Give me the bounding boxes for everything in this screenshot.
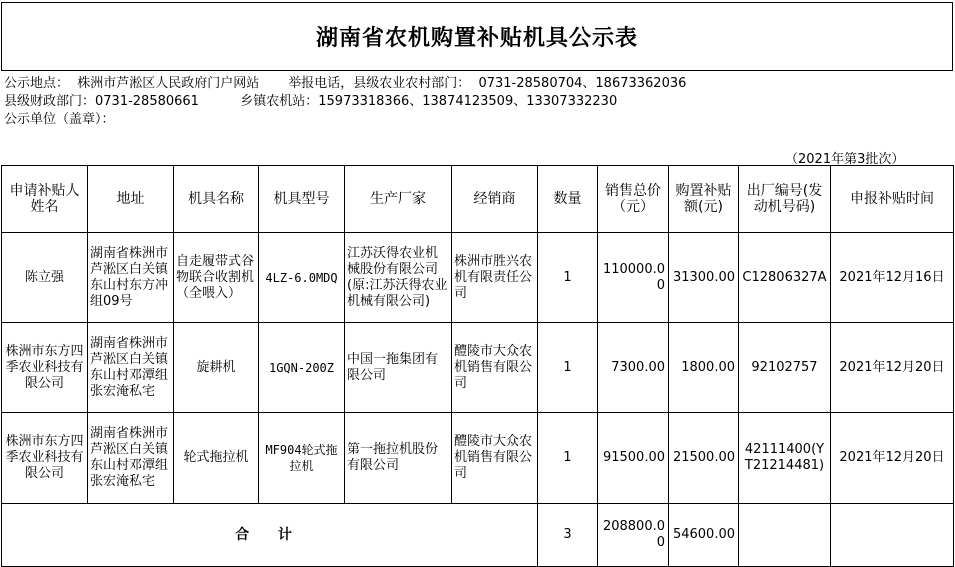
cell-dealer: 醴陵市大众农机销售有限公司 — [452, 413, 538, 504]
cell-address: 湖南省株洲市芦淞区白关镇东山村邓潭组张宏淹私宅 — [88, 413, 174, 504]
cell-date: 2021年12月20日 — [831, 413, 954, 504]
total-date-empty — [831, 504, 954, 567]
col-qty: 数量 — [538, 166, 598, 233]
cell-date: 2021年12月16日 — [831, 233, 954, 323]
total-row — [2, 504, 954, 567]
col-subsidy: 购置补贴额(元) — [669, 166, 739, 233]
page-title: 湖南省农机购置补贴机具公示表 — [315, 26, 638, 51]
col-date: 申报补贴时间 — [831, 166, 954, 233]
cell-serial: 42111400(YT21214481) — [739, 413, 831, 504]
cell-model: 4LZ-6.0MDQ — [259, 233, 345, 323]
batch-label: （2021年第3批次） — [785, 152, 905, 167]
cell-applicant: 陈立强 — [2, 233, 88, 323]
cell-qty: 1 — [538, 233, 598, 323]
cell-applicant: 株洲市东方四季农业科技有限公司 — [2, 413, 88, 504]
cell-price: 110000.00 — [598, 233, 669, 323]
title-box — [1, 2, 953, 71]
cell-subsidy: 31300.00 — [669, 233, 739, 323]
table-row — [2, 323, 954, 413]
col-model: 机具型号 — [259, 166, 345, 233]
cell-model: MF904轮式拖拉机 — [259, 413, 345, 504]
cell-price: 91500.00 — [598, 413, 669, 504]
col-serial: 出厂编号(发动机号码) — [739, 166, 831, 233]
cell-maker: 中国一拖集团有限公司 — [345, 323, 452, 413]
cell-serial: 92102757 — [739, 323, 831, 413]
info-line-publisher: 公示单位（盖章）： — [4, 112, 115, 127]
cell-subsidy: 21500.00 — [669, 413, 739, 504]
cell-date: 2021年12月20日 — [831, 323, 954, 413]
cell-machine: 轮式拖拉机 — [174, 413, 259, 504]
table-row — [2, 233, 954, 323]
col-machine: 机具名称 — [174, 166, 259, 233]
cell-maker: 第一拖拉机股份有限公司 — [345, 413, 452, 504]
cell-dealer: 醴陵市大众农机销售有限公司 — [452, 323, 538, 413]
info-line-finance-station: 县级财政部门：0731-28580661 乡镇农机站：15973318366、13874123509、13307332230 — [4, 94, 618, 109]
cell-qty: 1 — [538, 323, 598, 413]
col-address: 地址 — [88, 166, 174, 233]
subsidy-table — [1, 165, 954, 567]
cell-applicant: 株洲市东方四季农业科技有限公司 — [2, 323, 88, 413]
table-header-row — [2, 166, 954, 233]
cell-qty: 1 — [538, 413, 598, 504]
col-price: 销售总价（元） — [598, 166, 669, 233]
col-applicant: 申请补贴人姓名 — [2, 166, 88, 233]
info-line-location-phone: 公示地点： 株洲市芦淞区人民政府门户网站 举报电话，县级农业农村部门： 0731-28580704、18673362036 — [4, 76, 687, 91]
cell-maker: 江苏沃得农业机械股份有限公司(原:江苏沃得农业机械有限公司) — [345, 233, 452, 323]
cell-serial: C12806327A — [739, 233, 831, 323]
col-maker: 生产厂家 — [345, 166, 452, 233]
cell-dealer: 株洲市胜兴农机有限责任公司 — [452, 233, 538, 323]
cell-machine: 旋耕机 — [174, 323, 259, 413]
cell-price: 7300.00 — [598, 323, 669, 413]
cell-model: 1GQN-200Z — [259, 323, 345, 413]
total-serial-empty — [739, 504, 831, 567]
total-qty: 3 — [538, 504, 598, 567]
col-dealer: 经销商 — [452, 166, 538, 233]
total-subsidy: 54600.00 — [669, 504, 739, 567]
cell-address: 湖南省株洲市芦淞区白关镇东山村邓潭组张宏淹私宅 — [88, 323, 174, 413]
total-label: 合 计 — [2, 504, 538, 567]
cell-machine: 自走履带式谷物联合收割机（全喂入） — [174, 233, 259, 323]
table-row — [2, 413, 954, 504]
cell-address: 湖南省株洲市芦淞区白关镇东山村东方冲组09号 — [88, 233, 174, 323]
cell-subsidy: 1800.00 — [669, 323, 739, 413]
total-price: 208800.00 — [598, 504, 669, 567]
